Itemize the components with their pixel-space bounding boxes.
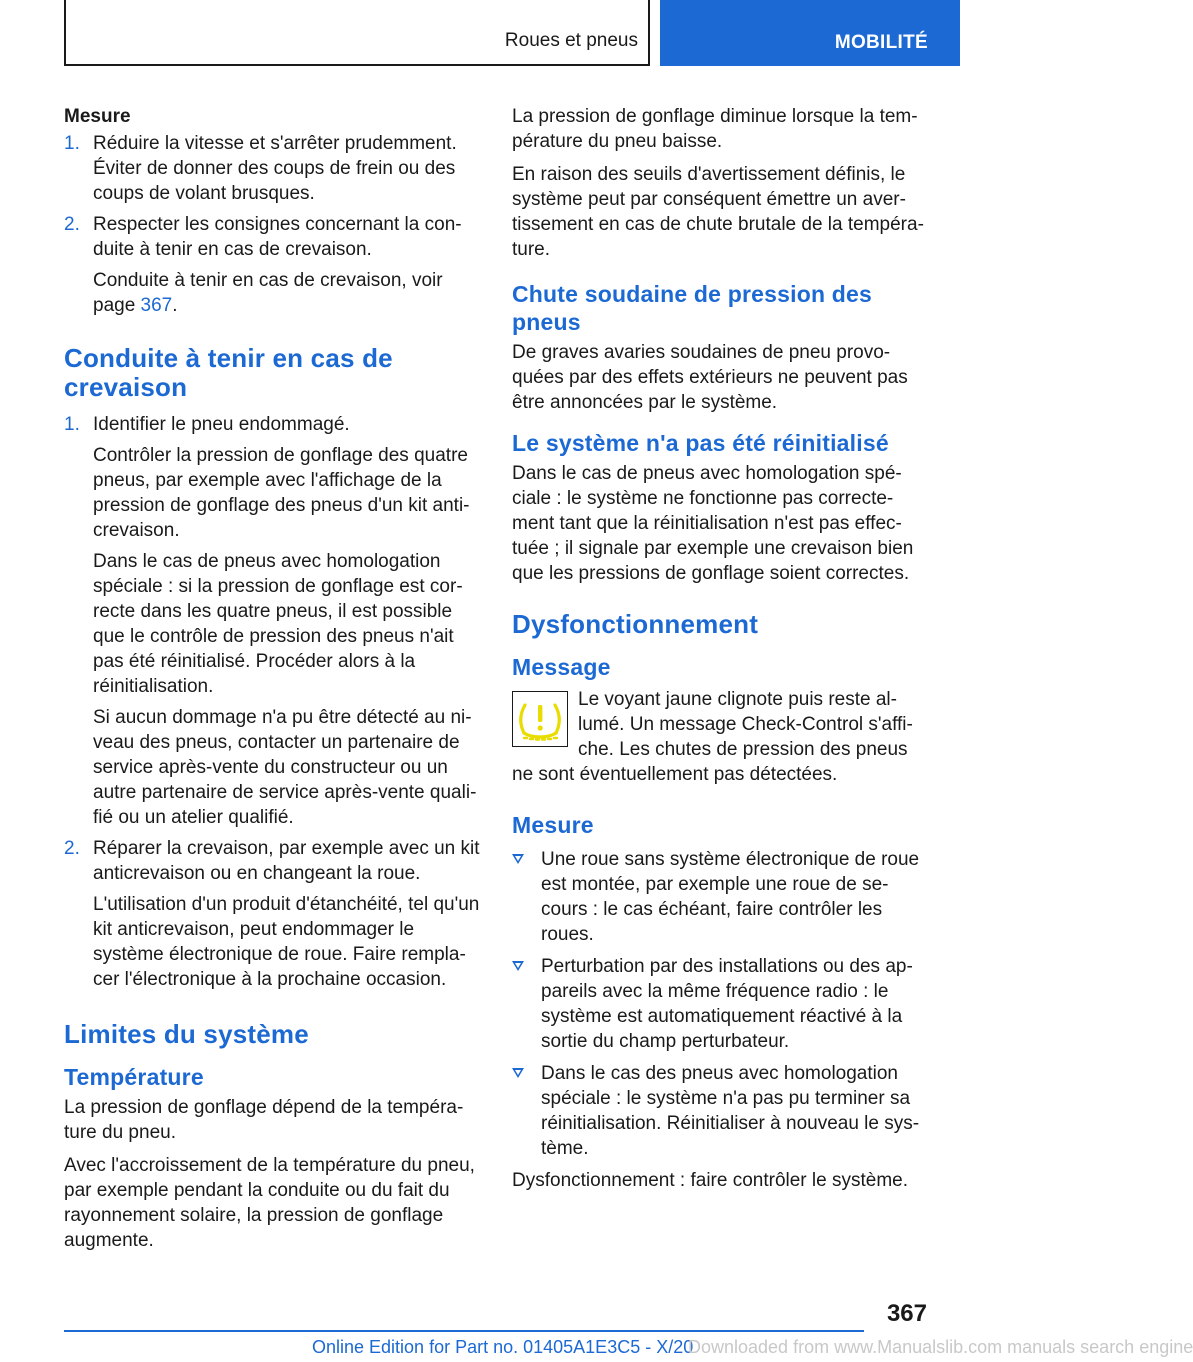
closing-text: Dysfonctionnement : faire contrôler le système. [512, 1170, 909, 1191]
message-text: Le voyant jaune clignote puis reste allumé. Un message Check-Control s'affiche. Les chutes de pression des pneus ne sont éventuellement pas détectées. [512, 689, 913, 785]
header-section-box [64, 0, 650, 66]
temperature-text: La pression de gonflage dépend de la température du pneu. [64, 1097, 464, 1143]
conduite-heading: Conduite à tenir en cas de crevaison [64, 343, 393, 402]
temperature-text: Avec l'accroissement de la température du pneu, par exemple pendant la conduite ou du fait du rayonnement solaire, la pression de gonflage augmente. [64, 1155, 475, 1251]
dysfonctionnement-heading: Dysfonctionnement [512, 609, 759, 639]
mesure-steps [64, 131, 480, 318]
step-item [64, 212, 480, 318]
step-number: 1. [64, 133, 80, 154]
step-text: Réparer la crevaison, par exemple avec un kit anticrevaison ou en changeant la roue. [93, 838, 480, 884]
step-number: 2. [64, 214, 80, 235]
step-text: Réduire la vitesse et s'arrêter prudemment. Éviter de donner des coups de frein ou des coups de volant brusques. [93, 133, 457, 204]
limites-heading: Limites du système [64, 1019, 309, 1049]
step-item [64, 836, 480, 992]
list-item-text: Une roue sans système électronique de roue est montée, par exemple une roue de secours : le cas échéant, faire contrôler les roues. [541, 849, 920, 945]
step-text: Si aucun dommage n'a pu être détecté au niveau des pneus, contacter un partenaire de service après-vente du constructeur ou un autre partenaire de service après-vente qualifié ou un atelier qualifié. [93, 707, 477, 828]
message-block [512, 687, 928, 787]
step-number: 2. [64, 838, 80, 859]
list-item [512, 954, 928, 1054]
left-column [64, 104, 480, 1261]
step-text: Dans le cas de pneus avec homologation spéciale : si la pression de gonflage est correcte dans les quatre pneus, il est possible que le contrôle de pression des pneus n'ait pas été réinitialisé. Procéder alors à la réinitialisation. [93, 551, 463, 697]
step-text: Contrôler la pression de gonflage des quatre pneus, par exemple avec l'affichage de la pression de gonflage des pneus d'un kit anticrevaison. [93, 445, 470, 541]
step-text: Respecter les consignes concernant la conduite à tenir en cas de crevaison. [93, 214, 462, 260]
conduite-steps [64, 412, 480, 992]
chute-heading: Chute soudaine de pression des pneus [512, 281, 873, 335]
header-section-title: Roues et pneus [504, 30, 638, 51]
tire-pressure-warning-icon [512, 691, 568, 747]
footer-edition: Online Edition for Part no. 01405A1E3C5 - X/20 [312, 1337, 694, 1357]
chute-text: De graves avaries soudaines de pneu provoquées par des effets extérieurs ne peuvent pas être annoncées par le système. [512, 342, 908, 413]
page-reference-text: Conduite à tenir en cas de crevaison, voir page [93, 270, 443, 316]
list-item [512, 1061, 928, 1161]
step-item [64, 412, 480, 830]
intro-text: La pression de gonflage diminue lorsque la température du pneu baisse. [512, 106, 918, 152]
intro-text: En raison des seuils d'avertissement définis, le système peut par conséquent émettre un avertissement en cas de chute brutale de la température. [512, 164, 924, 260]
step-text: L'utilisation d'un produit d'étanchéité, tel qu'un kit anticrevaison, peut endommager le système électronique de roue. Faire remplacer l'électronique à la prochaine occasion. [93, 894, 480, 990]
mesure-list [512, 847, 928, 1161]
page-reference [93, 268, 480, 318]
right-column [512, 104, 928, 1201]
step-item [64, 131, 480, 206]
reinit-heading: Le système n'a pas été réinitialisé [512, 430, 889, 456]
header-chapter-title: MOBILITÉ [834, 32, 928, 53]
list-item [512, 847, 928, 947]
page-reference-end: . [172, 295, 178, 316]
footer-divider [64, 1330, 864, 1332]
page-number: 367 [886, 1300, 927, 1327]
step-number: 1. [64, 414, 80, 435]
triangle-bullet-icon [512, 961, 524, 971]
message-heading: Message [512, 654, 611, 680]
triangle-bullet-icon [512, 854, 524, 864]
footer-watermark: Downloaded from www.Manualslib.com manuals search engine [688, 1337, 1193, 1357]
mesure-subheading: Mesure [64, 106, 131, 127]
triangle-bullet-icon [512, 1068, 524, 1078]
mesure-heading: Mesure [512, 812, 594, 838]
header-chapter-tab [660, 0, 960, 66]
temperature-heading: Température [64, 1064, 204, 1090]
page-reference-link[interactable]: 367 [140, 295, 173, 316]
list-item-text: Perturbation par des installations ou des appareils avec la même fréquence radio : le système est automatiquement réactivé à la sortie du champ perturbateur. [541, 956, 913, 1052]
reinit-text: Dans le cas de pneus avec homologation spéciale : le système ne fonctionne pas correctement tant que la réinitialisation n'est pas effectuée ; il signale par exemple une crevaison bien que les pressions de gonflage soient correctes. [512, 463, 914, 584]
step-text: Identifier le pneu endommagé. [93, 414, 350, 435]
list-item-text: Dans le cas des pneus avec homologation spéciale : le système n'a pas pu terminer sa réinitialisation. Réinitialiser à nouveau le système. [541, 1063, 920, 1159]
